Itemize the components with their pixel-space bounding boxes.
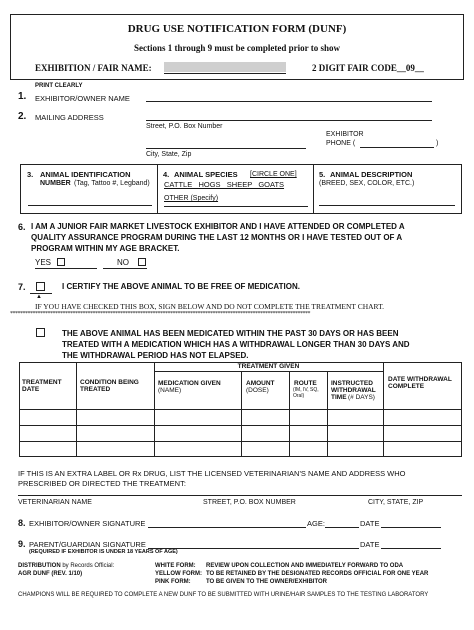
section-1-number: 1. [18, 91, 27, 102]
vet-street-label: STREET, P.O. BOX NUMBER [203, 499, 296, 506]
exhibitor-name-label: EXHIBITOR/OWNER NAME [35, 94, 130, 103]
box-3-title: ANIMAL IDENTIFICATION [40, 170, 131, 179]
champions-footer: CHAMPIONS WILL BE REQUIRED TO COMPLETE A NEW DUNF TO BE SUBMITTED WITH URINE/HAIR SAMPLES TO THE TESTING LABORATORY [18, 592, 429, 598]
col-instructed-3: TIME [331, 394, 347, 401]
box-5-number: 5. [319, 170, 326, 179]
medicated-line-3: THE WITHDRAWAL PERIOD HAS NOT ELAPSED. [62, 351, 249, 360]
box-5-title: ANIMAL DESCRIPTION [330, 170, 413, 179]
col-line-5 [327, 371, 328, 457]
fair-code-label: 2 DIGIT FAIR CODE__09__ [312, 63, 424, 73]
section-6-line-3: PROGRAM WITHIN MY AGE BRACKET. [31, 244, 180, 253]
form-title: DRUG USE NOTIFICATION FORM (DUNF) [127, 23, 347, 35]
box-3-number: 3. [27, 170, 34, 179]
yes-underline [35, 268, 97, 269]
arrow-up-icon: ▲ [36, 294, 42, 300]
print-clearly-label: PRINT CLEARLY [35, 83, 83, 89]
box-divider-2 [313, 164, 314, 214]
treatment-given-divider [154, 371, 383, 372]
s8-date-field[interactable] [381, 527, 441, 528]
animal-description-field[interactable] [319, 205, 455, 206]
parent-signature-label: PARENT/GUARDIAN SIGNATURE [29, 540, 146, 549]
box-5-sub: (BREED, SEX, COLOR, ETC.) [319, 180, 415, 187]
exhibitor-signature-field[interactable] [148, 527, 306, 528]
pink-form-text: TO BE GIVEN TO THE OWNER/EXHIBITOR [206, 579, 328, 585]
street-field[interactable] [146, 120, 432, 121]
box-4-circle: [CIRCLE ONE] [250, 171, 297, 178]
white-form-text: REVIEW UPON COLLECTION AND IMMEDIATELY FORWARD TO ODA [206, 563, 404, 569]
col-instructed-1: INSTRUCTED [331, 380, 373, 387]
section-6-line-2: QUALITY ASSURANCE PROGRAM DURING THE LAST 12 MONTHS OR I HAVE TESTED OUT OF A [31, 233, 403, 242]
medicated-line-2: TREATED WITH A MEDICATION WHICH HAS A WITHDRAWAL LONGER THAN 30 DAYS AND [62, 340, 410, 349]
exhibitor-signature-label: EXHIBITOR/OWNER SIGNATURE [29, 519, 146, 528]
mailing-address-label: MAILING ADDRESS [35, 113, 104, 122]
distribution-label [18, 563, 114, 569]
distribution-bold: DISTRIBUTION [18, 563, 61, 569]
s9-required-note: (REQUIRED IF EXHIBITOR IS UNDER 18 YEARS OF AGE) [29, 549, 178, 555]
distribution-rest: by Records Official: [62, 563, 115, 569]
no-label: NO [117, 258, 129, 267]
animal-id-field[interactable] [28, 205, 152, 206]
other-species-label: OTHER (Specify) [164, 195, 219, 202]
col-condition: CONDITION BEING TREATED [80, 379, 139, 393]
free-of-medication-checkbox[interactable] [36, 282, 45, 291]
star-divider: ************************************************************************************************************************ [10, 311, 310, 317]
exhibitor-phone-label-2: PHONE ( [326, 140, 356, 147]
header-bottom [19, 409, 462, 410]
section-6-number: 6. [18, 222, 26, 232]
box-3-sub: (Tag, Tattoo #, Legband) [74, 180, 150, 187]
section-6-line-1: I AM A JUNIOR FAIR MARKET LIVESTOCK EXHIBITOR AND I HAVE ATTENDED OR COMPLETED A [31, 222, 405, 231]
exhibition-label: EXHIBITION / FAIR NAME: [35, 63, 152, 73]
parent-signature-field[interactable] [148, 548, 359, 549]
medicated-line-1: THE ABOVE ANIMAL HAS BEEN MEDICATED WITHIN THE PAST 30 DAYS OR HAS BEEN [62, 329, 399, 338]
box-4-title: ANIMAL SPECIES [174, 170, 238, 179]
street-label: Street, P.O. Box Number [146, 123, 223, 130]
age-field[interactable] [325, 527, 359, 528]
yellow-form-label: YELLOW FORM: [155, 571, 202, 577]
col-route: ROUTE [294, 380, 317, 387]
no-underline [103, 268, 147, 269]
row-line-2 [19, 441, 462, 442]
section-2-number: 2. [18, 111, 27, 122]
box-3-sub-bold: NUMBER [40, 180, 71, 187]
s9-date-field[interactable] [381, 548, 441, 549]
yellow-form-text: TO BE RETAINED BY THE DESIGNATED RECORDS OFFICIAL FOR ONE YEAR [206, 571, 429, 577]
col-route-sub: (IM, IV, SQ, Oral) [293, 387, 319, 399]
col-line-3 [241, 371, 242, 457]
s8-date-label: DATE [360, 519, 380, 528]
species-options[interactable]: CATTLE HOGS SHEEP GOATS [164, 180, 285, 189]
city-field[interactable] [146, 148, 306, 149]
yes-label: YES [35, 258, 52, 267]
exhibitor-name-field[interactable] [146, 101, 432, 102]
col-line-4 [289, 371, 290, 457]
section-7-number: 7. [18, 282, 26, 292]
col-instructed-2: WITHDRAWAL [331, 387, 376, 394]
col-medication: MEDICATION GIVEN [158, 380, 221, 387]
phone-field[interactable] [360, 147, 434, 148]
box-4-number: 4. [163, 170, 170, 179]
col-date-withdrawal: DATE WITHDRAWAL COMPLETE [388, 376, 452, 390]
section-9-number: 9. [18, 539, 26, 549]
section-8-number: 8. [18, 518, 26, 528]
exhibitor-phone-label-1: EXHIBITOR [326, 131, 364, 138]
fair-name-underline [164, 73, 286, 74]
city-label: City, State, Zip [146, 151, 192, 158]
other-species-field[interactable] [164, 206, 308, 207]
box-divider-1 [157, 164, 158, 214]
s7-note: IF YOU HAVE CHECKED THIS BOX, SIGN BELOW AND DO NOT COMPLETE THE TREATMENT CHART. [35, 302, 385, 311]
form-id: AGR DUNF (REV. 1/10) [18, 571, 83, 577]
phone-close: ) [436, 140, 439, 147]
vet-note-line-2: PRESCRIBED OR DIRECTED THE TREATMENT: [18, 479, 186, 488]
vet-info-field[interactable] [18, 495, 462, 496]
col-amount-sub: (DOSE) [246, 387, 269, 394]
medicated-checkbox[interactable] [36, 328, 45, 337]
s9-date-label: DATE [360, 540, 380, 549]
col-amount: AMOUNT [246, 380, 275, 387]
free-of-medication-text: I CERTIFY THE ABOVE ANIMAL TO BE FREE OF MEDICATION. [62, 282, 300, 291]
fair-name-field[interactable] [164, 62, 286, 72]
vet-city-label: CITY, STATE, ZIP [368, 499, 424, 506]
age-label: AGE: [307, 519, 325, 528]
vet-note-line-1: IF THIS IS AN EXTRA LABEL OR Rx DRUG, LIST THE LICENSED VETERINARIAN'S NAME AND ADDRESS WHO [18, 469, 406, 478]
col-medication-sub: (NAME) [158, 387, 182, 394]
treatment-given-header: TREATMENT GIVEN [237, 363, 300, 370]
no-checkbox[interactable] [138, 258, 146, 266]
form-subtitle: Sections 1 through 9 must be completed prior to show [134, 43, 340, 53]
yes-checkbox[interactable] [57, 258, 65, 266]
col-treatment-date: TREATMENT DATE [22, 379, 62, 393]
white-form-label: WHITE FORM: [155, 563, 196, 569]
row-line-1 [19, 425, 462, 426]
pink-form-label: PINK FORM: [155, 579, 191, 585]
col-instructed-4: (# DAYS) [348, 394, 375, 401]
vet-name-label: VETERINARIAN NAME [18, 499, 92, 506]
